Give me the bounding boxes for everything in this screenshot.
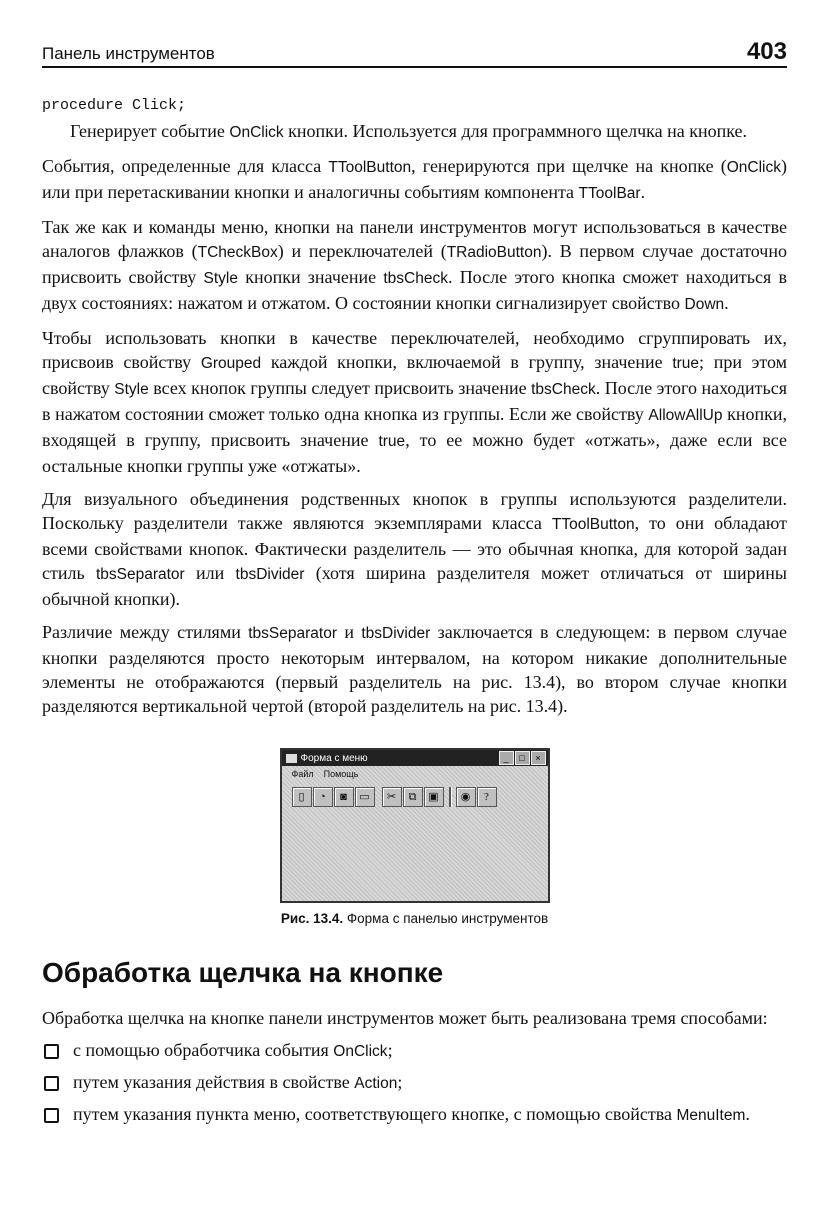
checkbox-bullet-icon [44,1108,59,1123]
new-doc-icon: ▯ [292,787,312,807]
code-term: true [378,433,406,450]
window-buttons [499,751,546,765]
text-run: или [184,563,236,583]
open-icon: ◔ [313,787,333,807]
code-term: Action [354,1075,398,1092]
text-run: кнопки, входящей в группу, присвоить значение [42,404,788,450]
text-run: ; [387,1040,393,1060]
folder-icon: ▭ [355,787,375,807]
text-run: , то ее можно будет «отжать», даже если все остальные кнопки группы уже «отжаты». [42,430,787,476]
text-run: События, определенные для класса [42,156,329,176]
window-icon [286,754,297,763]
window-titlebar [282,750,548,766]
code-term: true [672,355,700,372]
code-term: Down [684,296,725,313]
code-term: TToolButton [328,159,412,176]
text-run: . [640,182,646,202]
text-run: Для визуального объединения родственных кнопок в группы используются разделители. Поскольку разделители также являются экземплярами класса [42,489,787,533]
method-signature: procedure Click; [42,97,187,114]
caption-label: Рис. 13.4. [280,911,344,926]
copy-icon: ⧉ [403,787,423,807]
code-term: TRadioButton [446,244,542,261]
code-term: tbsSeparator [248,625,337,642]
section-heading: Обработка щелчка на кнопке [42,957,444,988]
running-header [42,34,787,68]
list-item-text [73,1038,787,1064]
menu-help: Помощь [323,768,359,779]
desc-pre: Генерирует событие [70,121,230,141]
text-run: каждой кнопки, включаемой в группу, значение [261,352,673,372]
code-term: tbsSeparator [95,566,185,583]
paragraph [42,620,787,718]
text-run: заключается в следующем: в первом случае кнопки разделяются просто некоторым интервалом, на котором никакие дополнительные элементы не отображаются (первый разделитель на рис. 13.4), во втором случае кнопки разделяются вертикальной чертой (второй разделитель на рис. 13.4). [42,622,788,716]
code-term: tbsDivider [361,625,431,642]
figure [42,748,787,926]
checkbox-bullet-icon [44,1044,59,1059]
code-term: OnClick [333,1043,388,1060]
paragraph [42,326,787,478]
code-term: tbsCheck [531,381,596,398]
method-list [42,1038,787,1128]
minimize-icon: _ [499,751,514,765]
list-item [42,1070,787,1096]
text-run: и [336,622,362,642]
paragraph [42,487,787,611]
text-run: . [724,293,729,313]
find-icon: ◉ [456,787,476,807]
code-term: tbsDivider [235,566,305,583]
text-run: , генерируются при щелчке на кнопке ( [411,156,727,176]
close-icon: × [531,751,546,765]
paragraph [42,215,787,317]
window-title: Форма с меню [300,752,368,764]
text-run: ) или при перетаскивании кнопки и аналогичны событиям компонента [42,156,787,202]
code-term: OnClick [726,159,781,176]
list-item [42,1102,787,1128]
text-run: всех кнопок группы следует присвоить значение [148,378,532,398]
code-term: tbsCheck [383,270,448,287]
desc-post: кнопки. Используется для программного щелчка на кнопке. [283,121,747,141]
method-description [42,119,787,145]
toolbar-divider [449,787,452,807]
header-title: Панель инструментов [42,44,215,63]
text-run: путем указания действия в свойстве [73,1072,355,1092]
paragraph [42,154,787,206]
window-menubar [282,766,548,781]
text-run: (хотя ширина разделителя может отличаться от ширины обычной кнопки). [42,563,787,609]
page-number: 403 [746,38,787,65]
list-item-text [73,1102,787,1128]
text-run: ; при этом свойству [42,352,788,398]
text-run: ; [397,1072,403,1092]
text-run: Различие между стилями [42,622,249,642]
caption-text: Форма с панелью инструментов [343,911,549,926]
menu-file: Файл [291,768,314,779]
text-run: с помощью обработчика события [73,1040,334,1060]
maximize-icon: □ [515,751,530,765]
text-run: кнопки значение [237,267,384,287]
code-term: MenuItem [676,1107,746,1124]
figure-caption [281,911,548,926]
code-term: Grouped [200,355,262,372]
text-run: ). В первом случае достаточно присвоить свойству [42,241,787,287]
code-term: Style [203,270,238,287]
checkbox-bullet-icon [44,1076,59,1091]
desc-code: OnClick [229,124,284,141]
help-icon: ? [477,787,497,807]
text-run: . [745,1104,750,1124]
text-run: , то они обладают всеми свойствами кнопок. Фактически разделитель — это обычная кнопка, для которой задан стиль [42,513,787,583]
list-item-text [73,1070,787,1096]
cut-icon: ✂ [382,787,402,807]
text-run: путем указания пункта меню, соответствующего кнопке, с помощью свойства [73,1104,677,1124]
code-term: Style [114,381,149,398]
book-page [42,34,787,1134]
list-item [42,1038,787,1064]
text-run: . После этого кнопка сможет находиться в двух состояниях: нажатом и отжатом. О состоянии кнопки сигнализирует свойство [42,267,787,313]
text-run: . После этого находиться в нажатом состоянии сможет только одна кнопка из группы. Если же свойству [42,378,788,424]
paste-icon: ▣ [424,787,444,807]
form-window-screenshot [280,748,550,903]
save-icon: ◙ [334,787,354,807]
text-run: Так же как и команды меню, кнопки на панели инструментов могут использоваться в качестве аналогов флажков ( [42,217,787,261]
body-paragraphs [42,154,787,718]
text-run: Чтобы использовать кнопки в качестве переключателей, необходимо сгруппировать их, присвоив свойству [42,328,787,372]
code-term: AllowAllUp [648,407,723,424]
window-toolbar [282,785,548,809]
code-term: TToolBar [578,185,641,202]
text-run: ) и переключателей ( [277,241,447,261]
code-term: TToolButton [551,516,635,533]
code-term: TCheckBox [197,244,278,261]
section-intro: Обработка щелчка на кнопке панели инструментов может быть реализована тремя способами: [42,1008,768,1028]
